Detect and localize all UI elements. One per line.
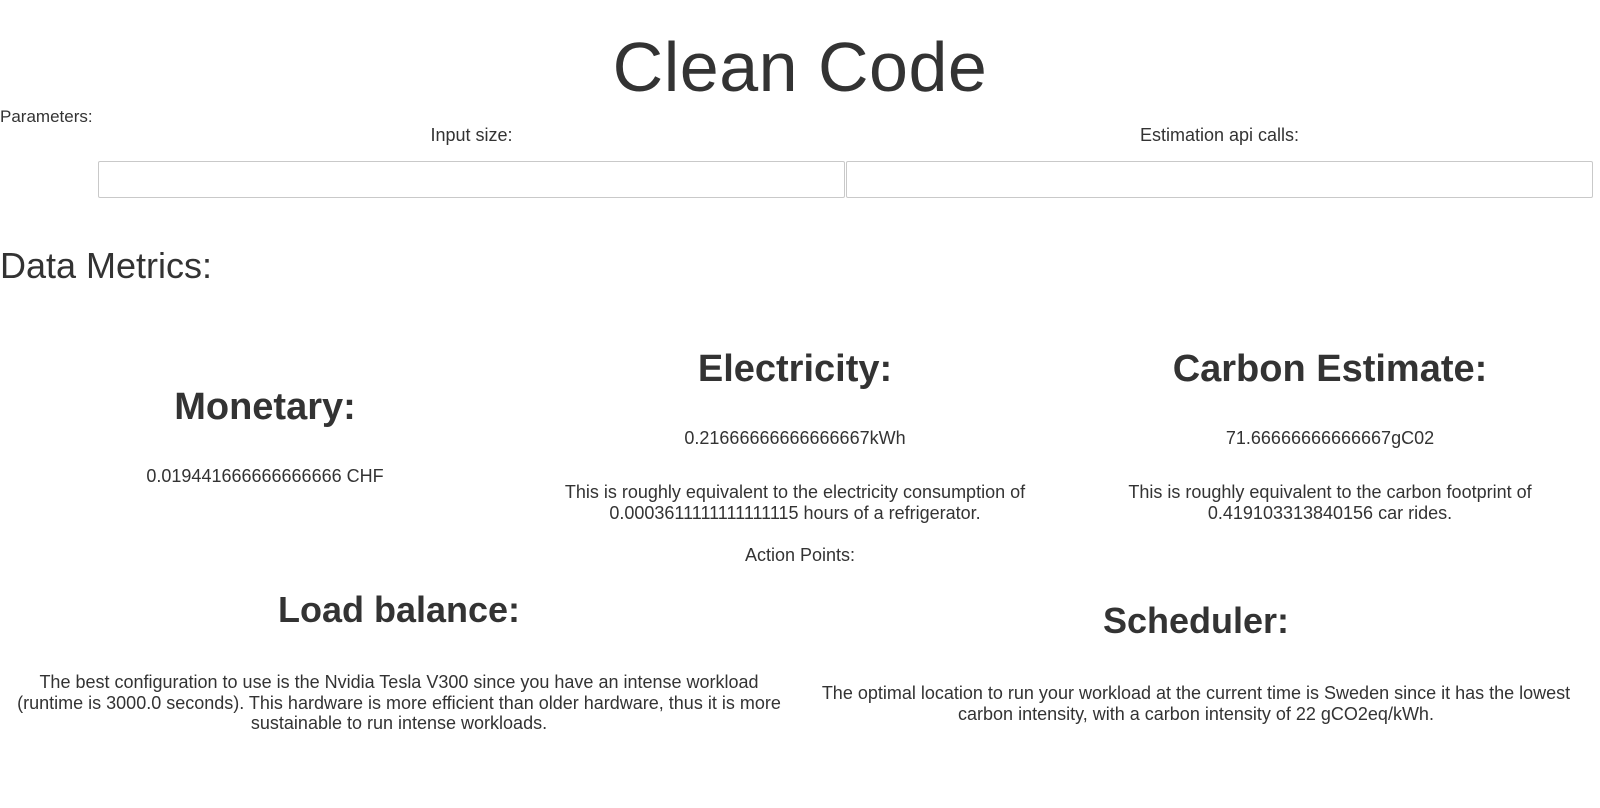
- input-size-field[interactable]: [98, 161, 845, 198]
- carbon-description: This is roughly equivalent to the carbon footprint of 0.419103313840156 car rides.: [1128, 482, 1532, 523]
- carbon-metric: [1060, 347, 1600, 524]
- electricity-value: 0.21666666666666667kWh: [684, 428, 906, 448]
- estimation-api-calls-field[interactable]: [846, 161, 1593, 198]
- carbon-title: Carbon Estimate:: [1172, 348, 1488, 390]
- carbon-value: 71.66666666666667gC02: [1225, 428, 1435, 448]
- data-metrics-heading: Data Metrics:: [0, 245, 213, 286]
- load-balance-description: The best configuration to use is the Nvidia Tesla V300 since you have an intense workload (runtime is 3000.0 seconds). This hardware is more efficient than older hardware, thus it is more sustainable to run intense workloads.: [17, 672, 781, 733]
- scheduler-action: [810, 600, 1582, 724]
- monetary-value: 0.019441666666666666 CHF: [146, 466, 384, 486]
- estimation-api-calls-label: Estimation api calls:: [1139, 125, 1300, 145]
- input-size-label: Input size:: [430, 125, 513, 145]
- monetary-title: Monetary:: [174, 386, 356, 428]
- monetary-metric: [0, 385, 530, 487]
- load-balance-action: [8, 589, 790, 734]
- electricity-description: This is roughly equivalent to the electricity consumption of 0.0003611111111111115 hours of a refrigerator.: [564, 482, 1026, 523]
- estimation-api-calls-group: [846, 124, 1593, 198]
- electricity-title: Electricity:: [697, 348, 893, 390]
- input-size-group: [98, 124, 845, 198]
- load-balance-title: Load balance:: [277, 589, 521, 630]
- page-title: Clean Code: [612, 28, 988, 106]
- scheduler-description: The optimal location to run your workload at the current time is Sweden since it has the lowest carbon intensity, with a carbon intensity of 22 gCO2eq/kWh.: [821, 683, 1571, 724]
- scheduler-title: Scheduler:: [1102, 600, 1290, 641]
- action-points-label: Action Points:: [744, 545, 856, 565]
- parameters-label: Parameters:: [0, 107, 93, 126]
- electricity-metric: [530, 347, 1060, 524]
